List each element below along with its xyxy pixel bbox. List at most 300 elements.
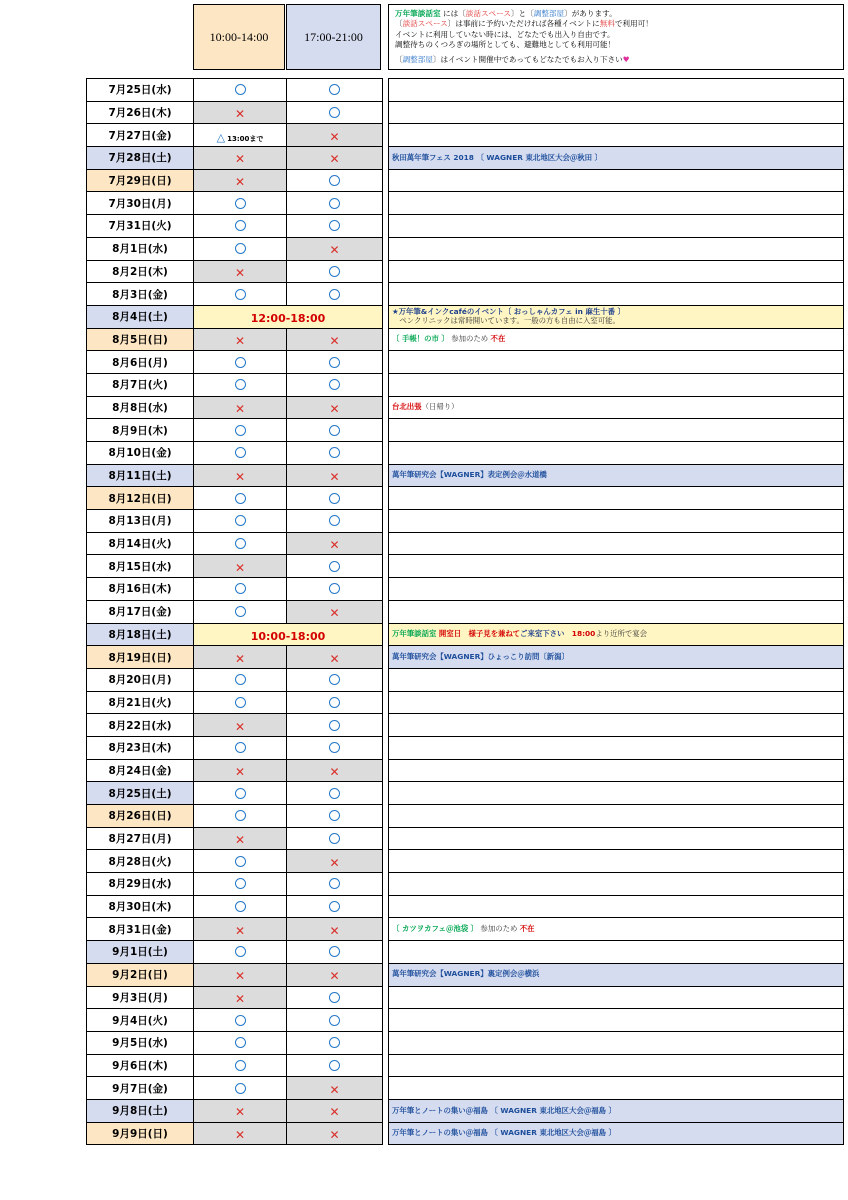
date-cell: 9月8日(土): [87, 1099, 194, 1122]
event-text: [392, 1129, 840, 1138]
schedule-row: [87, 351, 383, 374]
morning-slot-cell: [194, 1099, 287, 1122]
date-cell: 8月1日(水): [87, 237, 194, 260]
events-table: [388, 78, 844, 1145]
unavailable-cross-icon: ✕: [329, 1127, 340, 1142]
event-row: [389, 1031, 844, 1054]
event-row: [389, 237, 844, 260]
event-cell: [389, 873, 844, 896]
event-text-part: 〔 手帳！の市 〕: [392, 334, 449, 344]
morning-slot-cell: [194, 215, 287, 238]
event-text: [392, 335, 840, 344]
morning-slot-cell: [194, 691, 287, 714]
evening-slot-cell: [287, 941, 383, 964]
evening-slot-cell: [287, 1031, 383, 1054]
morning-slot-cell: [194, 578, 287, 601]
event-cell: [389, 532, 844, 555]
unavailable-cross-icon: ✕: [329, 606, 340, 621]
evening-slot-cell: [287, 895, 383, 918]
morning-slot-cell: [194, 464, 287, 487]
event-text-part: （日帰り）: [421, 402, 459, 412]
morning-slot-cell: [194, 850, 287, 873]
event-text: [392, 970, 840, 979]
event-row: [389, 578, 844, 601]
date-cell: 8月18日(土): [87, 623, 194, 646]
morning-slot-cell: [194, 782, 287, 805]
unavailable-cross-icon: ✕: [234, 152, 246, 167]
event-row: [389, 805, 844, 828]
event-cell: [389, 1099, 844, 1122]
evening-slot-cell: [287, 442, 383, 465]
available-circle-icon: [329, 379, 340, 390]
note-space: 談話スペース: [465, 9, 511, 18]
note-text: 〕があります。: [564, 9, 617, 18]
note-line-3: イベントに利用していない時には、どなたでも出入り自由です。: [395, 29, 615, 39]
morning-slot-cell: [194, 668, 287, 691]
evening-slot-cell: [287, 283, 383, 306]
note-text: 〕は事前に予約いただければ各種イベントに: [447, 19, 600, 29]
available-circle-icon: [329, 992, 340, 1003]
available-circle-icon: [329, 198, 340, 209]
unavailable-cross-icon: ✕: [234, 833, 246, 848]
morning-slot-cell: [194, 169, 287, 192]
event-cell: [389, 169, 844, 192]
date-cell: 9月2日(日): [87, 963, 194, 986]
schedule-row: [87, 237, 383, 260]
morning-slot-cell: [194, 124, 287, 147]
event-text: [392, 925, 840, 934]
evening-slot-cell: [287, 1009, 383, 1032]
date-cell: 8月21日(火): [87, 691, 194, 714]
event-row: [389, 260, 844, 283]
morning-slot-cell: [194, 373, 287, 396]
morning-slot-cell: [194, 260, 287, 283]
morning-slot-cell: [194, 1054, 287, 1077]
schedule-row: [87, 79, 383, 102]
morning-slot-cell: [194, 396, 287, 419]
unavailable-cross-icon: ✕: [329, 1105, 340, 1120]
date-cell: 8月8日(水): [87, 396, 194, 419]
event-cell: [389, 782, 844, 805]
note-line-4: 調整待ちのくつろぎの場所としても、避難地としても利用可能！: [395, 40, 616, 50]
event-cell: [389, 668, 844, 691]
available-circle-icon: [329, 833, 340, 844]
event-cell: [389, 373, 844, 396]
event-text-part: 開室日 様子見を兼ねて: [438, 629, 521, 639]
event-text: [392, 471, 840, 480]
event-row: [389, 328, 844, 351]
schedule-row: [87, 328, 383, 351]
date-cell: 8月22日(水): [87, 714, 194, 737]
evening-slot-cell: [287, 510, 383, 533]
available-circle-icon: [329, 175, 340, 186]
date-cell: 7月26日(木): [87, 101, 194, 124]
available-circle-icon: [235, 198, 246, 209]
schedule-row: [87, 646, 383, 669]
date-cell: 8月19日(日): [87, 646, 194, 669]
date-cell: 8月27日(月): [87, 827, 194, 850]
unavailable-cross-icon: ✕: [329, 333, 340, 348]
available-circle-icon: [235, 901, 246, 912]
evening-slot-cell: [287, 1122, 383, 1145]
morning-slot-cell: [194, 895, 287, 918]
available-circle-icon: [329, 425, 340, 436]
schedule-row: [87, 668, 383, 691]
event-row: [389, 1054, 844, 1077]
date-cell: 8月17日(金): [87, 600, 194, 623]
morning-slot-cell: [194, 442, 287, 465]
event-cell: [389, 963, 844, 986]
unavailable-cross-icon: ✕: [329, 923, 340, 938]
event-row: [389, 79, 844, 102]
note-room: 調整部屋: [533, 9, 565, 18]
morning-slot-cell: [194, 827, 287, 850]
morning-slot-cell: [194, 600, 287, 623]
unavailable-cross-icon: ✕: [234, 719, 246, 734]
event-cell: [389, 237, 844, 260]
morning-slot-cell: [194, 328, 287, 351]
morning-slot-cell: [194, 918, 287, 941]
available-circle-icon: [329, 901, 340, 912]
available-circle-icon: [235, 357, 246, 368]
evening-slot-cell: [287, 79, 383, 102]
event-text: [392, 1107, 840, 1116]
partial-triangle-icon: △: [216, 130, 226, 144]
evening-slot-cell: [287, 532, 383, 555]
schedule-row: [87, 986, 383, 1009]
date-cell: 8月7日(火): [87, 373, 194, 396]
schedule-row: [87, 396, 383, 419]
available-circle-icon: [235, 84, 246, 95]
header-slot-evening: 17:00-21:00: [286, 4, 381, 70]
event-row: [389, 1009, 844, 1032]
unavailable-cross-icon: ✕: [234, 560, 246, 575]
available-circle-icon: [329, 84, 340, 95]
unavailable-cross-icon: ✕: [234, 265, 246, 280]
morning-slot-cell: [194, 419, 287, 442]
event-row: [389, 691, 844, 714]
event-cell: [389, 419, 844, 442]
available-circle-icon: [235, 856, 246, 867]
unavailable-cross-icon: ✕: [234, 651, 246, 666]
evening-slot-cell: [287, 827, 383, 850]
unavailable-cross-icon: ✕: [234, 923, 246, 938]
open-hours: 12:00-18:00: [250, 312, 326, 326]
schedule-row: [87, 283, 383, 306]
schedule-row: [87, 215, 383, 238]
morning-slot-cell: [194, 986, 287, 1009]
event-row: [389, 532, 844, 555]
event-row: [389, 600, 844, 623]
partial-note: 13:00まで: [227, 134, 264, 143]
date-cell: 8月14日(火): [87, 532, 194, 555]
available-circle-icon: [329, 810, 340, 821]
morning-slot-cell: [194, 283, 287, 306]
available-circle-icon: [235, 810, 246, 821]
unavailable-cross-icon: ✕: [234, 175, 246, 190]
date-cell: 7月25日(水): [87, 79, 194, 102]
event-text-part: 参加のため: [448, 334, 491, 344]
available-circle-icon: [235, 606, 246, 617]
evening-slot-cell: [287, 736, 383, 759]
schedule-row: [87, 918, 383, 941]
available-circle-icon: [329, 878, 340, 889]
available-circle-icon: [235, 1060, 246, 1071]
info-note: [388, 4, 844, 70]
available-circle-icon: [329, 788, 340, 799]
available-circle-icon: [235, 538, 246, 549]
date-cell: 8月28日(火): [87, 850, 194, 873]
event-cell: [389, 1054, 844, 1077]
unavailable-cross-icon: ✕: [329, 152, 340, 167]
available-circle-icon: [329, 220, 340, 231]
open-hours-cell: [194, 623, 383, 646]
unavailable-cross-icon: ✕: [234, 764, 246, 779]
morning-slot-cell: [194, 759, 287, 782]
date-cell: 8月2日(木): [87, 260, 194, 283]
available-circle-icon: [235, 425, 246, 436]
available-circle-icon: [329, 697, 340, 708]
event-row: [389, 305, 844, 328]
event-row: [389, 442, 844, 465]
evening-slot-cell: [287, 260, 383, 283]
event-text-part: 不在: [490, 334, 506, 344]
date-cell: 7月29日(日): [87, 169, 194, 192]
date-cell: 8月12日(日): [87, 487, 194, 510]
available-circle-icon: [235, 946, 246, 957]
date-cell: 8月13日(月): [87, 510, 194, 533]
event-row: [389, 192, 844, 215]
schedule-row: [87, 555, 383, 578]
event-row: [389, 668, 844, 691]
date-cell: 9月9日(日): [87, 1122, 194, 1145]
available-circle-icon: [329, 493, 340, 504]
date-cell: 8月16日(木): [87, 578, 194, 601]
heart-icon: ♥: [622, 54, 630, 64]
morning-slot-cell: [194, 714, 287, 737]
evening-slot-cell: [287, 373, 383, 396]
morning-slot-cell: [194, 79, 287, 102]
date-cell: 8月10日(金): [87, 442, 194, 465]
morning-slot-cell: [194, 555, 287, 578]
available-circle-icon: [329, 447, 340, 458]
schedule-row: [87, 600, 383, 623]
event-row: [389, 283, 844, 306]
evening-slot-cell: [287, 759, 383, 782]
morning-slot-cell: [194, 963, 287, 986]
available-circle-icon: [329, 266, 340, 277]
schedule-table: [86, 78, 383, 1145]
schedule-row: [87, 1099, 383, 1122]
event-text: [392, 653, 840, 662]
schedule-row: [87, 305, 383, 328]
available-circle-icon: [329, 742, 340, 753]
unavailable-cross-icon: ✕: [234, 1127, 246, 1142]
event-row: [389, 895, 844, 918]
note-text: 〔: [395, 19, 403, 29]
date-cell: 8月24日(金): [87, 759, 194, 782]
event-row: [389, 373, 844, 396]
event-cell: [389, 623, 844, 646]
note-free: 無料: [599, 19, 615, 29]
available-circle-icon: [329, 357, 340, 368]
note-text: 〕と〔: [510, 9, 534, 18]
schedule-row: [87, 827, 383, 850]
evening-slot-cell: [287, 850, 383, 873]
morning-slot-cell: [194, 805, 287, 828]
event-row: [389, 782, 844, 805]
event-row: [389, 646, 844, 669]
event-cell: [389, 555, 844, 578]
schedule-row: [87, 578, 383, 601]
date-cell: 9月7日(金): [87, 1077, 194, 1100]
available-circle-icon: [235, 878, 246, 889]
evening-slot-cell: [287, 963, 383, 986]
date-cell: 8月30日(木): [87, 895, 194, 918]
available-circle-icon: [235, 493, 246, 504]
event-row: [389, 714, 844, 737]
schedule-row: [87, 260, 383, 283]
event-row: [389, 759, 844, 782]
event-cell: [389, 714, 844, 737]
event-row: [389, 124, 844, 147]
available-circle-icon: [235, 1037, 246, 1048]
morning-slot-cell: [194, 510, 287, 533]
morning-slot-cell: [194, 351, 287, 374]
unavailable-cross-icon: ✕: [329, 129, 340, 144]
event-row: [389, 169, 844, 192]
date-cell: 9月3日(月): [87, 986, 194, 1009]
note-text: 〔: [395, 54, 403, 64]
event-row: [389, 736, 844, 759]
date-cell: 8月4日(土): [87, 305, 194, 328]
unavailable-cross-icon: ✕: [234, 991, 246, 1006]
unavailable-cross-icon: ✕: [329, 538, 340, 553]
event-cell: [389, 124, 844, 147]
available-circle-icon: [235, 583, 246, 594]
schedule-row: [87, 1122, 383, 1145]
schedule-row: [87, 373, 383, 396]
unavailable-cross-icon: ✕: [329, 401, 340, 416]
event-text-part: 参加のため: [478, 924, 520, 934]
morning-slot-cell: [194, 1122, 287, 1145]
date-cell: 9月5日(水): [87, 1031, 194, 1054]
event-row: [389, 873, 844, 896]
unavailable-cross-icon: ✕: [329, 1082, 340, 1097]
event-text-part: 万年筆談話室: [392, 629, 439, 639]
morning-slot-cell: [194, 736, 287, 759]
evening-slot-cell: [287, 918, 383, 941]
date-cell: 9月1日(土): [87, 941, 194, 964]
event-cell: [389, 805, 844, 828]
event-cell: [389, 1009, 844, 1032]
schedule-row: [87, 1031, 383, 1054]
event-row: [389, 1077, 844, 1100]
event-cell: [389, 600, 844, 623]
event-cell: [389, 918, 844, 941]
event-row: [389, 510, 844, 533]
event-cell: [389, 192, 844, 215]
schedule-row: [87, 736, 383, 759]
schedule-row: [87, 169, 383, 192]
evening-slot-cell: [287, 668, 383, 691]
event-cell: [389, 328, 844, 351]
event-cell: [389, 691, 844, 714]
event-text-part: 万年筆とノートの集い＠福島 〔 WAGNER 東北地区大会＠福島 〕: [392, 1128, 616, 1138]
note-text: 〕はイベント開催中であってもどなたでもお入り下さい: [432, 54, 623, 64]
evening-slot-cell: [287, 714, 383, 737]
evening-slot-cell: [287, 600, 383, 623]
schedule-row: [87, 442, 383, 465]
event-row: [389, 215, 844, 238]
date-cell: 8月26日(日): [87, 805, 194, 828]
unavailable-cross-icon: ✕: [234, 1105, 246, 1120]
unavailable-cross-icon: ✕: [329, 651, 340, 666]
event-subtext: ペンクリニックは常時開いています。一般の方も自由に入室可能。: [392, 315, 620, 325]
event-text-part: ご来室下さい: [520, 629, 572, 639]
event-text-part: 〔 カツヲカフェ＠池袋 〕: [392, 924, 479, 934]
morning-slot-cell: [194, 1009, 287, 1032]
event-cell: [389, 487, 844, 510]
morning-slot-cell: [194, 532, 287, 555]
event-row: [389, 101, 844, 124]
schedule-row: [87, 464, 383, 487]
schedule-row: [87, 1054, 383, 1077]
evening-slot-cell: [287, 101, 383, 124]
event-cell: [389, 1077, 844, 1100]
evening-slot-cell: [287, 873, 383, 896]
available-circle-icon: [235, 788, 246, 799]
event-row: [389, 1099, 844, 1122]
date-cell: 8月15日(水): [87, 555, 194, 578]
event-text-part: ★万年筆&インクcaféのイベント〔 おっしゃんカフェ in 麻生十番 〕: [392, 307, 626, 317]
event-text-part: 萬年筆研究会【WAGNER】表定例会＠水道橋: [392, 470, 547, 480]
schedule-row: [87, 805, 383, 828]
event-cell: [389, 464, 844, 487]
available-circle-icon: [329, 583, 340, 594]
note-room: 調整部屋: [402, 54, 433, 64]
date-cell: 8月25日(土): [87, 782, 194, 805]
note-line-1: [395, 9, 837, 19]
available-circle-icon: [329, 1015, 340, 1026]
unavailable-cross-icon: ✕: [329, 855, 340, 870]
available-circle-icon: [235, 1083, 246, 1094]
note-line-5: [395, 55, 837, 65]
unavailable-cross-icon: ✕: [329, 764, 340, 779]
event-row: [389, 396, 844, 419]
schedule-row: [87, 1077, 383, 1100]
event-text-part: 18:00: [571, 629, 596, 639]
event-cell: [389, 646, 844, 669]
morning-slot-cell: [194, 487, 287, 510]
date-cell: 8月23日(木): [87, 736, 194, 759]
event-cell: [389, 986, 844, 1009]
event-row: [389, 1122, 844, 1145]
date-cell: 8月20日(月): [87, 668, 194, 691]
available-circle-icon: [329, 289, 340, 300]
date-cell: 8月11日(土): [87, 464, 194, 487]
event-cell: [389, 850, 844, 873]
event-cell: [389, 759, 844, 782]
event-cell: [389, 396, 844, 419]
event-text-part: 台北出張: [392, 402, 422, 412]
event-cell: [389, 578, 844, 601]
event-cell: [389, 736, 844, 759]
schedule-row: [87, 941, 383, 964]
morning-slot-cell: [194, 147, 287, 170]
event-text-part: 不在: [519, 924, 535, 934]
morning-slot-cell: [194, 101, 287, 124]
